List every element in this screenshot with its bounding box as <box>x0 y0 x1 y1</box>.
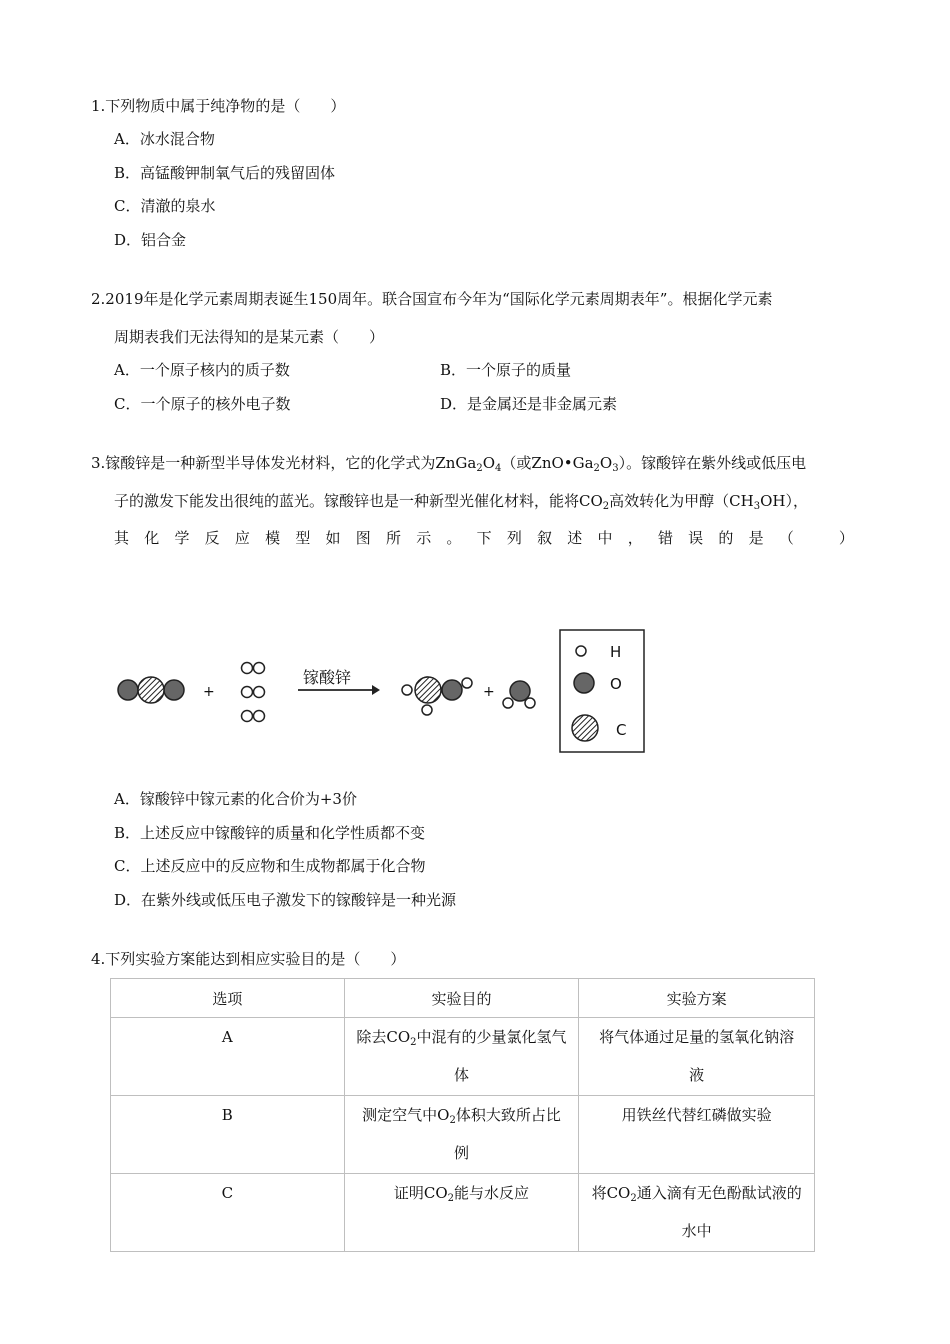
header-goal: 实验目的 <box>344 979 579 1018</box>
row-b-goal: 测定空气中$O_2$体积大致所占比 例 <box>344 1096 579 1174</box>
catalyst-label: 镓酸锌 <box>303 668 352 687</box>
table-row <box>111 1018 815 1096</box>
header-option: 选项 <box>111 979 345 1018</box>
h2-molecules <box>242 663 265 722</box>
row-a-plan: 将气体通过足量的氢氧化钠溶 液 <box>579 1018 815 1096</box>
q2-option-c: C．一个原子的核外电子数 <box>114 395 291 413</box>
row-b-option: B <box>111 1096 345 1174</box>
row-b-plan: 用铁丝代替红磷做实验 <box>579 1096 815 1174</box>
atom-legend <box>560 630 644 752</box>
water-molecule <box>503 681 535 708</box>
q2-option-b: B．一个原子的质量 <box>440 361 572 379</box>
q1-option-b: B．高锰酸钾制氧气后的残留固体 <box>114 164 336 182</box>
experiment-table <box>110 978 815 1252</box>
table-header-row <box>111 979 815 1018</box>
legend-o: O <box>610 675 622 693</box>
legend-h: H <box>610 643 622 661</box>
table-row <box>111 1096 815 1174</box>
q2-stem-line2: 周期表我们无法得知的是某元素（ ） <box>114 328 385 346</box>
header-plan: 实验方案 <box>579 979 815 1018</box>
q3-option-b: B．上述反应中镓酸锌的质量和化学性质都不变 <box>114 824 426 842</box>
q3-option-d: D．在紫外线或低压电子激发下的镓酸锌是一种光源 <box>114 891 457 909</box>
q4-stem: 4.下列实验方案能达到相应实验目的是（ ） <box>91 950 406 968</box>
row-c-option: C <box>111 1174 345 1252</box>
row-a-goal: 除去$CO_2$中混有的少量氯化氢气 体 <box>344 1018 579 1096</box>
plus-sign-2: + <box>483 684 495 700</box>
plus-sign-1: + <box>203 684 215 700</box>
q1-option-a: A．冰水混合物 <box>114 130 215 148</box>
q3-stem-line1: 3.镓酸锌是一种新型半导体发光材料，它的化学式为$ZnGa_2O_4$（或$ZnO•Ga_2O_3$）。镓酸锌在紫外线或低压电 <box>91 454 807 474</box>
legend-c: C <box>616 721 627 739</box>
row-a-option: A <box>111 1018 345 1096</box>
q3-option-c: C．上述反应中的反应物和生成物都属于化合物 <box>114 857 426 875</box>
q3-option-a: A．镓酸锌中镓元素的化合价为+3价 <box>114 790 357 808</box>
q2-option-a: A．一个原子核内的质子数 <box>114 361 290 379</box>
q3-stem-line3: 其 化 学 反 应 模 型 如 图 所 示 。 下 列 叙 述 中 ， 错 误 的 是 （ ） <box>114 529 854 547</box>
q1-option-c: C．清澈的泉水 <box>114 197 216 215</box>
co2-molecule <box>118 677 184 703</box>
row-c-goal: 证明$CO_2$能与水反应 <box>344 1174 579 1252</box>
table-row <box>111 1174 815 1252</box>
methanol-molecule <box>402 677 472 715</box>
q2-stem-line1: 2.2019年是化学元素周期表诞生150周年。联合国宣布今年为“国际化学元素周期表年”。根据化学元素 <box>91 290 773 308</box>
q2-option-d: D．是金属还是非金属元素 <box>440 395 618 413</box>
q1-option-d: D．铝合金 <box>114 231 187 249</box>
row-c-plan: 将$CO_2$通入滴有无色酚酞试液的 水中 <box>579 1174 815 1252</box>
q1-stem: 1.下列物质中属于纯净物的是（ ） <box>91 97 346 115</box>
arrow-head-icon <box>372 685 380 695</box>
reaction-model-diagram <box>110 628 650 758</box>
q3-stem-line2: 子的激发下能发出很纯的蓝光。镓酸锌也是一种新型光催化材料，能将$CO_2$高效转化为甲醇$(CH_3OH)$， <box>114 492 808 512</box>
